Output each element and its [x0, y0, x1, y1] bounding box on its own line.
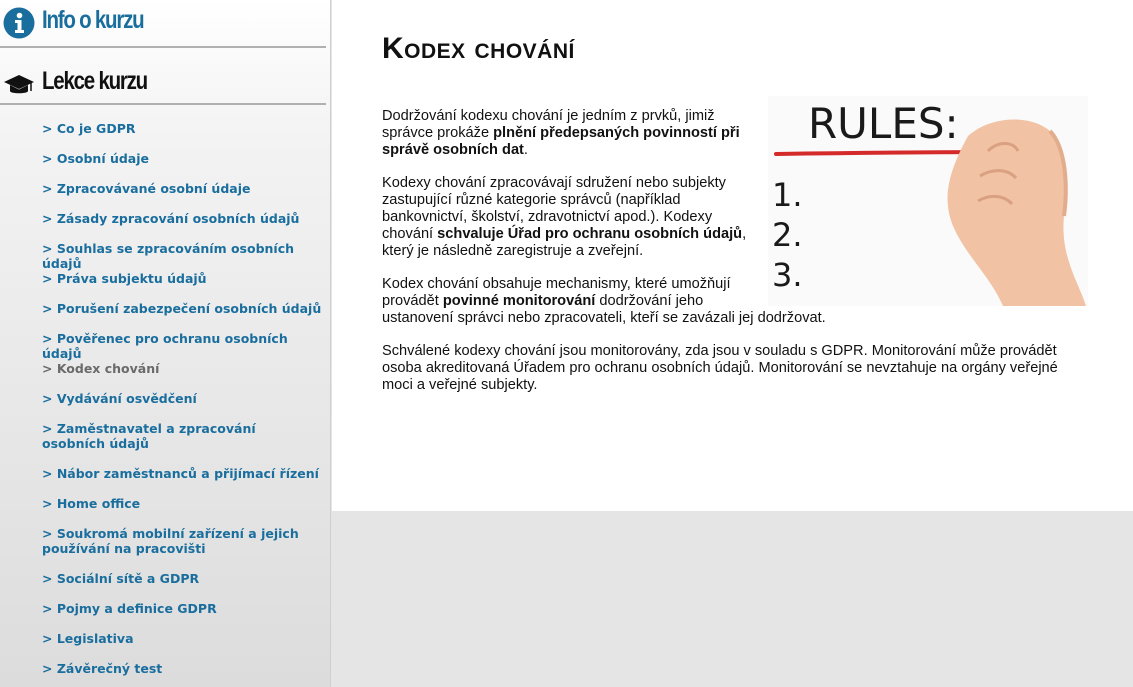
menu-item-souhlas[interactable]: > Souhlas se zpracováním osobních údajů [42, 241, 295, 271]
rules-item-3: 3. [772, 256, 803, 294]
main-content [332, 0, 1133, 511]
info-section-header[interactable] [0, 0, 326, 48]
menu-item-nabor[interactable]: > Nábor zaměstnanců a přijímací řízení [42, 466, 319, 481]
menu-item-home-office[interactable]: > Home office [42, 496, 141, 511]
menu-item-vydavani-osvedceni[interactable]: > Vydávání osvědčení [42, 391, 197, 406]
info-icon [3, 7, 35, 39]
menu-item-zasady-zpracovani[interactable]: > Zásady zpracování osobních údajů [42, 211, 300, 226]
graduation-cap-icon [3, 69, 35, 101]
rules-item-1: 1. [772, 176, 803, 214]
menu-item-zamestnavatel[interactable]: > Zaměstnavatel a zpracování osobních údajů [42, 421, 256, 451]
menu-item-poruseni-zabezpeceni[interactable]: > Porušení zabezpečení osobních údajů [42, 301, 322, 316]
lessons-section-header[interactable] [0, 57, 326, 105]
menu-item-osobni-udaje[interactable]: > Osobní údaje [42, 151, 150, 166]
lessons-section-title[interactable]: Lekce kurzu [42, 67, 147, 95]
page-title: Kodex chování [382, 32, 575, 65]
menu-item-socialni-site[interactable]: > Sociální sítě a GDPR [42, 571, 200, 586]
paragraph-4: Schválené kodexy chování jsou monitorovány, zda jsou v souladu s GDPR. Monitorování může provádět osoba akreditovaná Úřadem pro ochranu osobních údajů. Monitorování se nevztahuje na orgány veřejné moci a veřejné subjekty. [382, 343, 1058, 393]
paragraph-2: Kodexy chování zpracovávají sdružení nebo subjekty zastupující různé kategorie správců (například bankovnictví, školství, zdravotnictví apod.). Kodexy chování schvaluje Úřad pro ochranu osobních údajů, který je následně zaregistruje a zveřejní. [382, 175, 747, 259]
sidebar [0, 0, 331, 687]
menu-item-mobilni-zarizeni[interactable]: > Soukromá mobilní zařízení a jejich používání na pracovišti [42, 526, 299, 556]
menu-item-legislativa[interactable]: > Legislativa [42, 631, 134, 646]
rules-heading: RULES: [808, 99, 959, 148]
paragraph-3: Kodex chování obsahuje mechanismy, které umožňují provádět povinné monitorování dodržování jeho ustanovení správci nebo zpracovateli, kteří se zavázali jej dodržovat. [382, 276, 826, 326]
menu-item-pojmy[interactable]: > Pojmy a definice GDPR [42, 601, 217, 616]
menu-item-co-je-gdpr[interactable]: > Co je GDPR [42, 121, 136, 136]
menu-item-prava-subjektu[interactable]: > Práva subjektu údajů [42, 271, 207, 286]
rules-item-2: 2. [772, 216, 803, 254]
menu-item-zaverecny-test[interactable]: > Závěrečný test [42, 661, 163, 676]
menu-item-kodex-chovani[interactable]: > Kodex chování [42, 361, 160, 376]
menu-item-zpracovavane-udaje[interactable]: > Zpracovávané osobní údaje [42, 181, 251, 196]
paragraph-1: Dodržování kodexu chování je jedním z prvků, jimiž správce prokáže plnění předepsaných povinností při správě osobních dat. [382, 108, 740, 158]
article-text [382, 99, 1088, 410]
rules-illustration [768, 96, 1088, 306]
menu-item-poverenec[interactable]: > Pověřenec pro ochranu osobních údajů [42, 331, 288, 361]
info-section-title[interactable]: Info o kurzu [42, 6, 144, 34]
